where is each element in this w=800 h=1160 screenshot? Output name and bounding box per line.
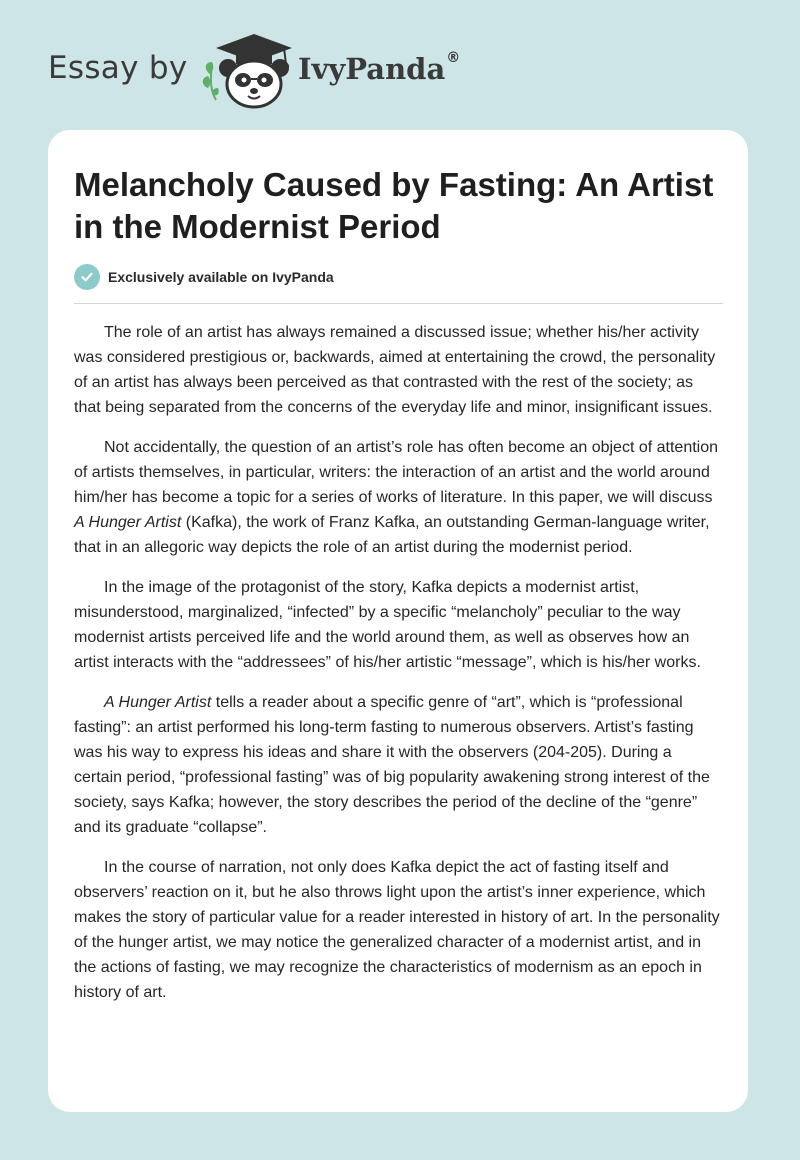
divider [74,303,723,304]
paragraph-3: In the image of the protagonist of the story, Kafka depicts a modernist artist, misunderstood, marginalized, “infected” by a specific “melancholy” peculiar to the way modernist artists perceived life and the world around them, as well as observes how an artist interacts with the “addressees” of his/her artistic “message”, which is his/her works. [74,579,701,671]
paragraph-2 [74,435,724,560]
essay-body [74,320,724,1020]
paragraph-4 [74,690,724,840]
exclusive-badge-text: Exclusively available on IvyPanda [108,269,334,285]
paragraph-5: In the course of narration, not only does Kafka depict the act of fasting itself and observers’ reaction on it, but he also throws light upon the artist’s inner experience, which makes the story of particular value for a reader interested in history of art. In the personality of the hunger artist, we may notice the generalized character of a modernist artist, and in the actions of fasting, we may recognize the characteristics of modernism as an epoch in history of art. [74,859,720,1001]
paragraph-4-text: tells a reader about a specific genre of “art”, which is “professional fasting”: an artist performed his long-term fasting to numerous observers. Artist’s fasting was his way to express his ideas and share it with the observers (204-205). During a certain period, “professional fasting” was of big popularity awakening strong interest of the society, says Kafka; however, the story describes the period of the decline of the “genre” and its graduate “collapse”. [74,694,710,836]
brand-name: IvyPanda [298,52,446,86]
paragraph-2-text-b: (Kafka), the work of Franz Kafka, an outstanding German-language writer, that in an allegoric way depicts the role of an artist during the modernist period. [74,514,710,556]
check-circle-icon [74,264,100,290]
essay-card [48,130,748,1112]
essay-title: Melancholy Caused by Fasting: An Artist in the Modernist Period [74,166,714,245]
paragraph-2-text-a: Not accidentally, the question of an artist’s role has often become an object of attention of artists themselves, in particular, writers: the interaction of an artist and the world around him/her has become a topic for a series of works of literature. In this paper, we will discuss [74,439,719,506]
work-title: A Hunger Artist [104,694,212,711]
panda-graduate-icon [200,34,296,110]
essay-by-label: Essay by [48,50,188,86]
work-title: A Hunger Artist [74,514,182,531]
paragraph-1: The role of an artist has always remained a discussed issue; whether his/her activity was considered prestigious or, backwards, aimed at entertaining the crowd, the personality of an artist has always been perceived as that contrasted with the rest of the society; as that being separated from the concerns of the everyday life and minor, insignificant issues. [74,324,716,416]
site-header [0,0,800,120]
brand-logo[interactable] [298,52,460,86]
registered-mark: ® [446,50,461,66]
exclusive-badge [74,264,334,290]
